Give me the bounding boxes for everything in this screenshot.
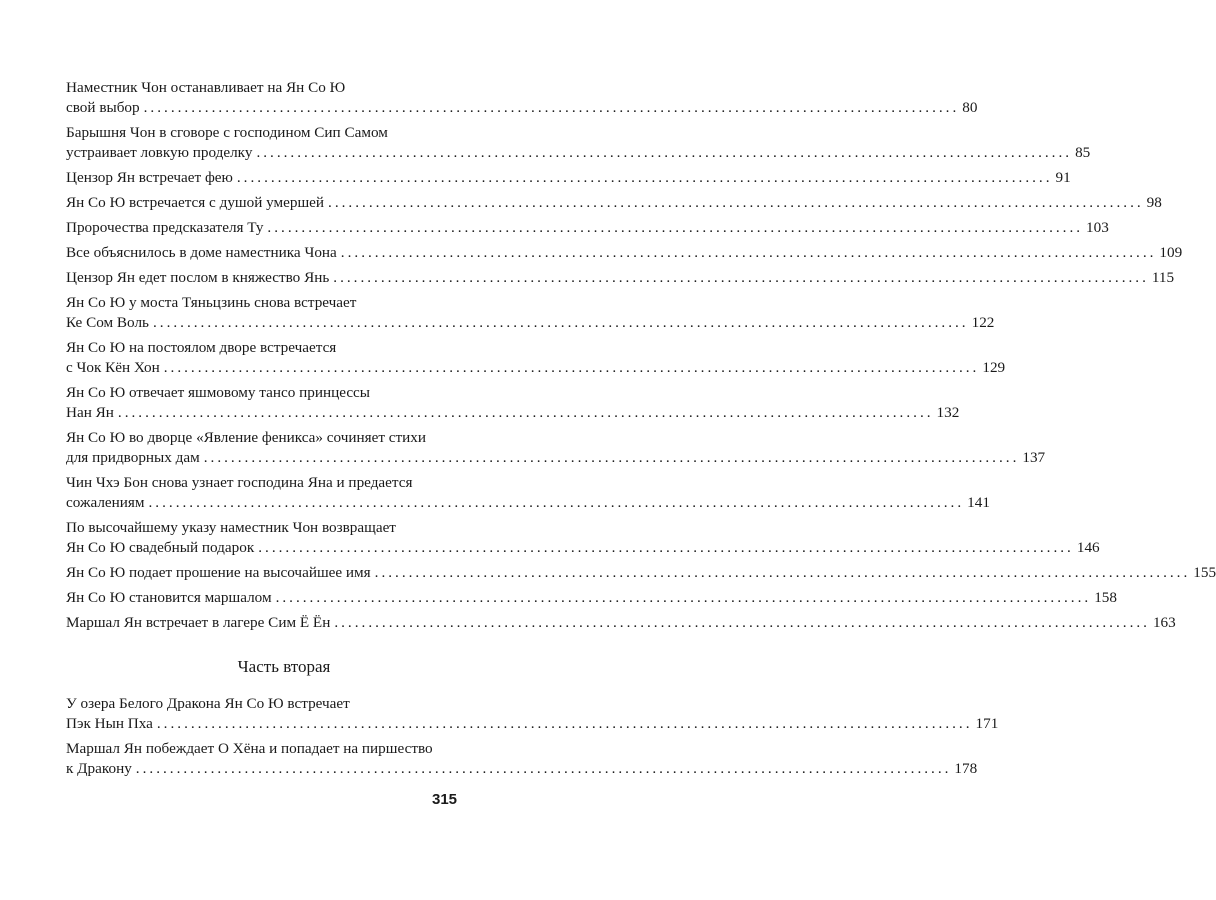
toc-entry[interactable] [66, 338, 1006, 378]
toc-entry-page: 122 [971, 314, 995, 331]
toc-entry-page: 129 [982, 359, 1006, 376]
dot-leader: ........................................................................................................................ [156, 715, 973, 732]
dot-leader: ........................................................................................................................ [334, 614, 1150, 631]
toc-entry-page: 171 [975, 715, 999, 732]
toc-entry-title-line: Чин Чхэ Бон снова узнает господина Яна и предается [66, 474, 413, 491]
toc-entry-title-line: Нан Ян [66, 404, 114, 421]
toc-entry-row [66, 538, 1100, 558]
toc-entry-title-line: Пэк Нын Пха [66, 715, 153, 732]
toc-entry-title: Ян Со Ю подает прошение на высочайшее имя [66, 564, 371, 581]
toc-entry-row [66, 218, 1109, 238]
dot-leader: ........................................................................................................................ [203, 449, 1020, 466]
toc-entry-page: 163 [1152, 614, 1176, 631]
toc-entry-title-line: свой выбор [66, 99, 140, 116]
dot-leader: ........................................................................................................................ [163, 359, 980, 376]
toc-entry[interactable] [66, 383, 960, 423]
toc-entry-page: 98 [1146, 194, 1162, 211]
toc-entry-page: 109 [1159, 244, 1183, 261]
part-two-heading: Часть вторая [237, 657, 331, 676]
toc-entry-page: 103 [1086, 219, 1109, 236]
toc-entry[interactable] [66, 739, 978, 779]
toc-entry-title: Ян Со Ю встречается с душой умершей [66, 194, 325, 211]
toc-entry-title: Маршал Ян встречает в лагере Сим Ё Ён [66, 614, 331, 631]
toc-entry-row [66, 358, 1006, 378]
toc-entry-row [66, 448, 1046, 468]
toc-entry-row [66, 403, 960, 423]
dot-leader: ........................................................................................................................ [256, 144, 1073, 161]
toc-part-two [66, 694, 999, 784]
toc-entry[interactable] [66, 268, 1175, 288]
toc-entry-row [66, 313, 995, 333]
toc-entry-row [66, 98, 978, 118]
toc-entry[interactable] [66, 193, 1162, 213]
dot-leader: ........................................................................................................................ [333, 269, 1149, 286]
toc-entry-title-line: Ян Со Ю во дворце «Явление феникса» сочиняет стихи [66, 429, 427, 446]
toc-entry[interactable] [66, 563, 1216, 583]
toc-entry[interactable] [66, 243, 1183, 263]
toc-entry-page: 85 [1075, 144, 1091, 161]
dot-leader: ........................................................................................................................ [267, 219, 1084, 236]
dot-leader: ........................................................................................................................ [236, 169, 1053, 186]
toc-entry-title-line: Наместник Чон останавливает на Ян Со Ю [66, 79, 346, 96]
toc-entry-row [66, 588, 1117, 608]
toc-entry-page: 115 [1151, 269, 1175, 286]
toc-entry-row [66, 714, 999, 734]
toc-entry-page: 91 [1055, 169, 1071, 186]
dot-leader: ........................................................................................................................ [143, 99, 960, 116]
dot-leader: ........................................................................................................................ [340, 244, 1157, 261]
toc-entry-title: Цензор Ян встречает фею [66, 169, 233, 186]
dot-leader: ........................................................................................................................ [152, 314, 969, 331]
toc-entry-title-line: Ян Со Ю отвечает яшмовому тансо принцессы [66, 384, 371, 401]
dot-leader: ........................................................................................................................ [275, 589, 1092, 606]
toc-entry-row [66, 193, 1162, 213]
dot-leader: ........................................................................................................................ [374, 564, 1191, 581]
toc-entry[interactable] [66, 123, 1091, 163]
toc-entry[interactable] [66, 518, 1100, 558]
toc-entry-page: 155 [1193, 564, 1216, 581]
toc-entry-row [66, 168, 1071, 188]
toc-entry-page: 132 [936, 404, 960, 421]
dot-leader: ........................................................................................................................ [258, 539, 1074, 556]
toc-entry-title-line: устраивает ловкую проделку [66, 144, 253, 161]
toc-entry-row [66, 563, 1216, 583]
toc-entry[interactable] [66, 473, 990, 513]
toc-entry-title: Ян Со Ю становится маршалом [66, 589, 272, 606]
toc-entry[interactable] [66, 168, 1071, 188]
toc-entry-title-line: Ян Со Ю свадебный подарок [66, 539, 255, 556]
toc-entry-page: 158 [1094, 589, 1117, 606]
toc-entry-title-line: для придворных дам [66, 449, 200, 466]
toc-entry-row [66, 759, 978, 779]
toc-entry-title: Цензор Ян едет послом в княжество Янь [66, 269, 330, 286]
toc-entry-title: Все объяснилось в доме наместника Чона [66, 244, 337, 261]
toc-entry-page: 137 [1022, 449, 1046, 466]
toc-entry[interactable] [66, 613, 1176, 633]
toc-entry-page: 146 [1076, 539, 1100, 556]
dot-leader: ........................................................................................................................ [117, 404, 934, 421]
toc-entry-title-line: с Чок Кён Хон [66, 359, 160, 376]
toc-entry-title-line: Маршал Ян побеждает О Хёна и попадает на пиршество [66, 740, 433, 757]
toc-entry-row [66, 613, 1176, 633]
dot-leader: ........................................................................................................................ [148, 494, 965, 511]
toc-entry[interactable] [66, 78, 978, 118]
toc-entry[interactable] [66, 588, 1117, 608]
toc-entry-title-line: У озера Белого Дракона Ян Со Ю встречает [66, 695, 350, 712]
toc-entry-title-line: сожалениям [66, 494, 145, 511]
toc-part-one [66, 78, 1216, 638]
toc-entry[interactable] [66, 293, 995, 333]
toc-entry-row [66, 268, 1175, 288]
toc-entry-title-line: Ян Со Ю на постоялом дворе встречается [66, 339, 337, 356]
toc-entry-title-line: Ке Сом Воль [66, 314, 149, 331]
toc-entry[interactable] [66, 428, 1046, 468]
toc-entry-row [66, 243, 1183, 263]
toc-entry-title-line: По высочайшему указу наместник Чон возвращает [66, 519, 396, 536]
toc-entry-page: 178 [954, 760, 978, 777]
toc-entry-page: 80 [962, 99, 978, 116]
toc-entry-row [66, 143, 1091, 163]
toc-entry-title-line: к Дракону [66, 760, 132, 777]
dot-leader: ........................................................................................................................ [328, 194, 1144, 211]
toc-entry-title-line: Ян Со Ю у моста Тяньцзинь снова встречает [66, 294, 357, 311]
page-number: 315 [432, 791, 458, 808]
dot-leader: ........................................................................................................................ [135, 760, 952, 777]
toc-entry-row [66, 493, 990, 513]
toc-entry-title-line: Барышня Чон в сговоре с господином Сип Самом [66, 124, 388, 141]
toc-entry[interactable] [66, 694, 999, 734]
toc-entry-page: 141 [967, 494, 990, 511]
toc-entry[interactable] [66, 218, 1109, 238]
toc-entry-title: Пророчества предсказателя Ту [66, 219, 264, 236]
